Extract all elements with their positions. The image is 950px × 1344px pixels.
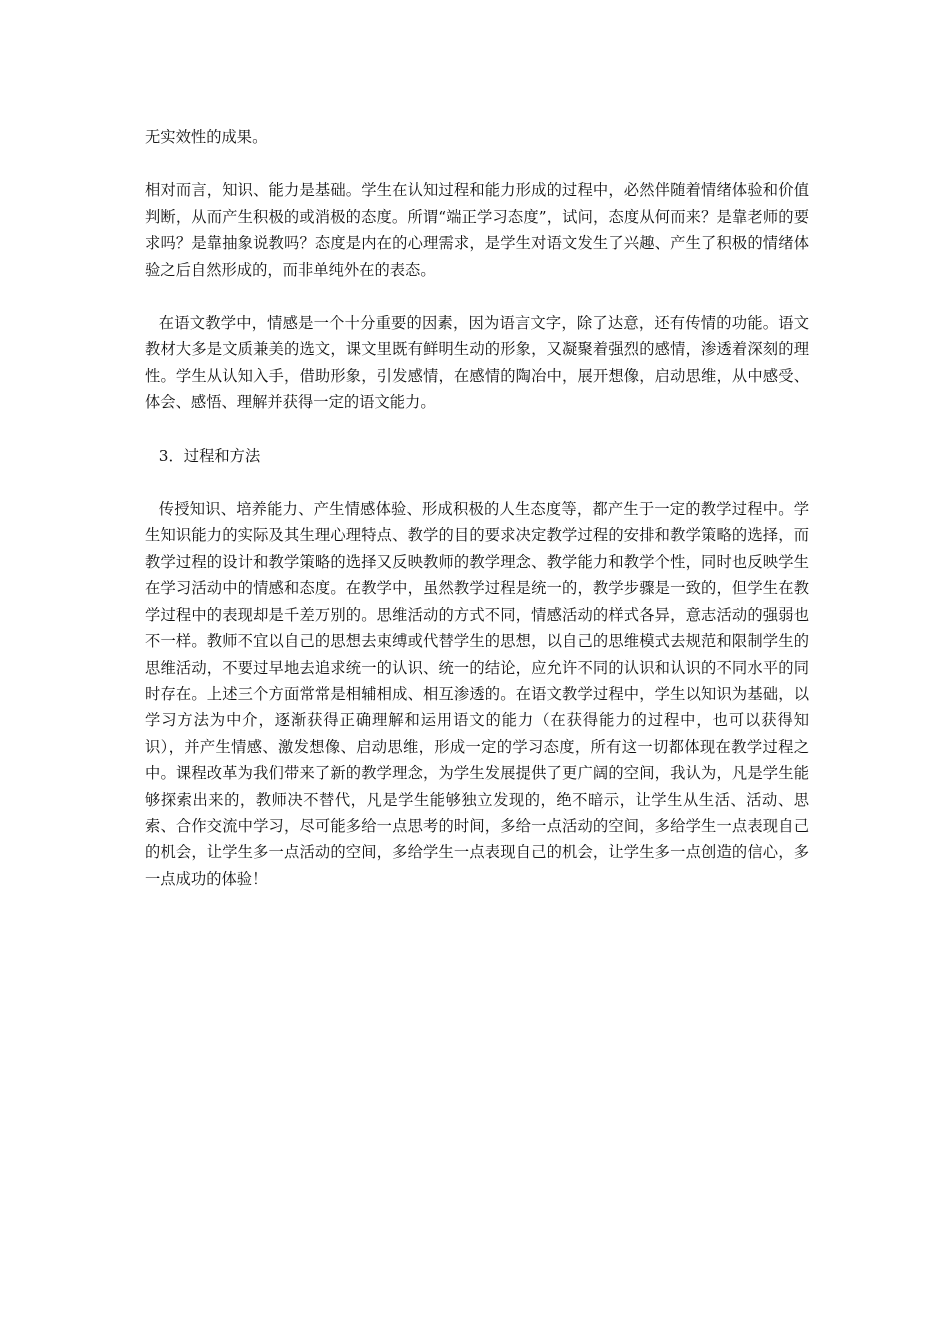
paragraph-process-method: 传授知识、培养能力、产生情感体验、形成积极的人生态度等，都产生于一定的教学过程中。学生知识能力的实际及其生理心理特点、教学的目的要求决定教学过程的安排和教学策略的选择，而教学过程的设计和教学策略的选择又反映教师的教学理念、教学能力和教学个性，同时也反映学生在学习活动中的情感和态度。在教学中，虽然教学过程是统一的，教学步骤是一致的，但学生在教学过程中的表现却是千差万别的。思维活动的方式不同，情感活动的样式各异，意志活动的强弱也不一样。教师不宜以自己的思想去束缚或代替学生的思想，以自己的思维模式去规范和限制学生的思维活动，不要过早地去追求统一的认识、统一的结论，应允许不同的认识和认识的不同水平的同时存在。上述三个方面常常是相辅相成、相互渗透的。在语文教学过程中，学生以知识为基础，以学习方法为中介，逐渐获得正确理解和运用语文的能力（在获得能力的过程中，也可以获得知识），并产生情感、激发想像、启动思维，形成一定的学习态度，所有这一切都体现在教学过程之中。课程改革为我们带来了新的教学理念，为学生发展提供了更广阔的空间，我认为，凡是学生能够探索出来的，教师决不替代，凡是学生能够独立发现的，绝不暗示，让学生从生活、活动、思索、合作交流中学习，尽可能多给一点思考的时间，多给一点活动的空间，多给学生一点表现自己的机会，让学生多一点活动的空间，多给学生一点表现自己的机会，让学生多一点创造的信心，多一点成功的体验！ (145, 500, 809, 888)
document-body (145, 124, 809, 892)
paragraph-continuation: 无实效性的成果。 (145, 128, 268, 146)
paragraph-emotion: 在语文教学中，情感是一个十分重要的因素，因为语言文字，除了达意，还有传情的功能。语文教材大多是文质兼美的选文，课文里既有鲜明生动的形象，又凝聚着强烈的感情，渗透着深刻的理性。学生从认知入手，借助形象，引发感情，在感情的陶冶中，展开想像，启动思维，从中感受、体会、感悟、理解并获得一定的语文能力。 (145, 314, 809, 412)
section-heading: 3．过程和方法 (158, 446, 261, 465)
paragraph-knowledge-ability: 相对而言，知识、能力是基础。学生在认知过程和能力形成的过程中，必然伴随着情绪体验和价值判断，从而产生积极的或消极的态度。所谓“端正学习态度”，试问，态度从何而来？是靠老师的要求吗？是靠抽象说教吗？态度是内在的心理需求，是学生对语文发生了兴趣、产生了积极的情绪体验之后自然形成的，而非单纯外在的表态。 (145, 181, 809, 279)
